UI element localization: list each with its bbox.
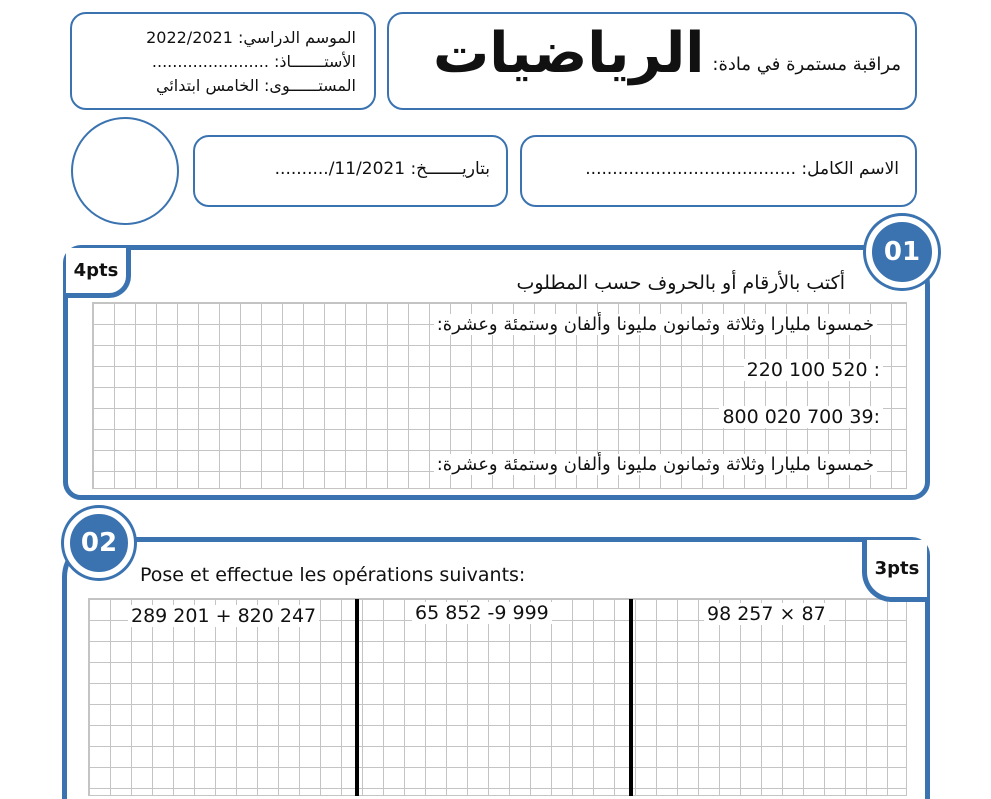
exercise-2-points: 3pts [862, 540, 927, 602]
exercise-1-points: 4pts [66, 248, 131, 298]
exercise-1-line-2: : 520 100 220 [744, 359, 883, 381]
exercise-2-number: 02 [64, 508, 134, 578]
full-name-field[interactable]: الاسم الكامل: ....................................... [585, 159, 899, 179]
date-box [193, 135, 508, 207]
subject-title: الرياضيات [433, 21, 705, 86]
exercise-1-line-1: خمسونا مليارا وثلاثة وثمانون مليونا وألفان وستمئة وعشرة: [434, 314, 877, 335]
operation-subtraction: 65 852 -9 999 [412, 602, 552, 624]
title-prefix: مراقبة مستمرة في مادة: [712, 54, 901, 75]
exercise-1-line-3: :39 700 020 800 [719, 406, 883, 428]
school-year: الموسم الدراسي: 2022/2021 [146, 28, 356, 47]
date-field[interactable]: بتاريـــــــخ: 11/2021/.......... [274, 159, 490, 179]
operation-multiplication: 98 257 × 87 [704, 603, 829, 625]
exercise-1-line-4: خمسونا مليارا وثلاثة وثمانون مليونا وألفان وستمئة وعشرة: [434, 454, 877, 475]
subject-header-box [387, 12, 917, 110]
exercise-2-instruction: Pose et effectue les opérations suivants: [140, 564, 526, 586]
level-line: المستــــــوى: الخامس ابتدائي [156, 76, 356, 95]
operation-addition: 289 201 + 820 247 [128, 605, 319, 627]
column-divider-left [355, 599, 359, 796]
full-name-box [520, 135, 917, 207]
exercise-1-instruction: أكتب بالأرقام أو بالحروف حسب المطلوب [516, 272, 845, 294]
school-info-box [70, 12, 376, 110]
column-divider-right [629, 599, 633, 796]
exercise-1-number: 01 [866, 216, 938, 288]
grade-circle [71, 117, 179, 225]
teacher-line: الأستـــــــاذ: ....................... [151, 52, 356, 71]
exercise-2-grid [88, 598, 907, 796]
